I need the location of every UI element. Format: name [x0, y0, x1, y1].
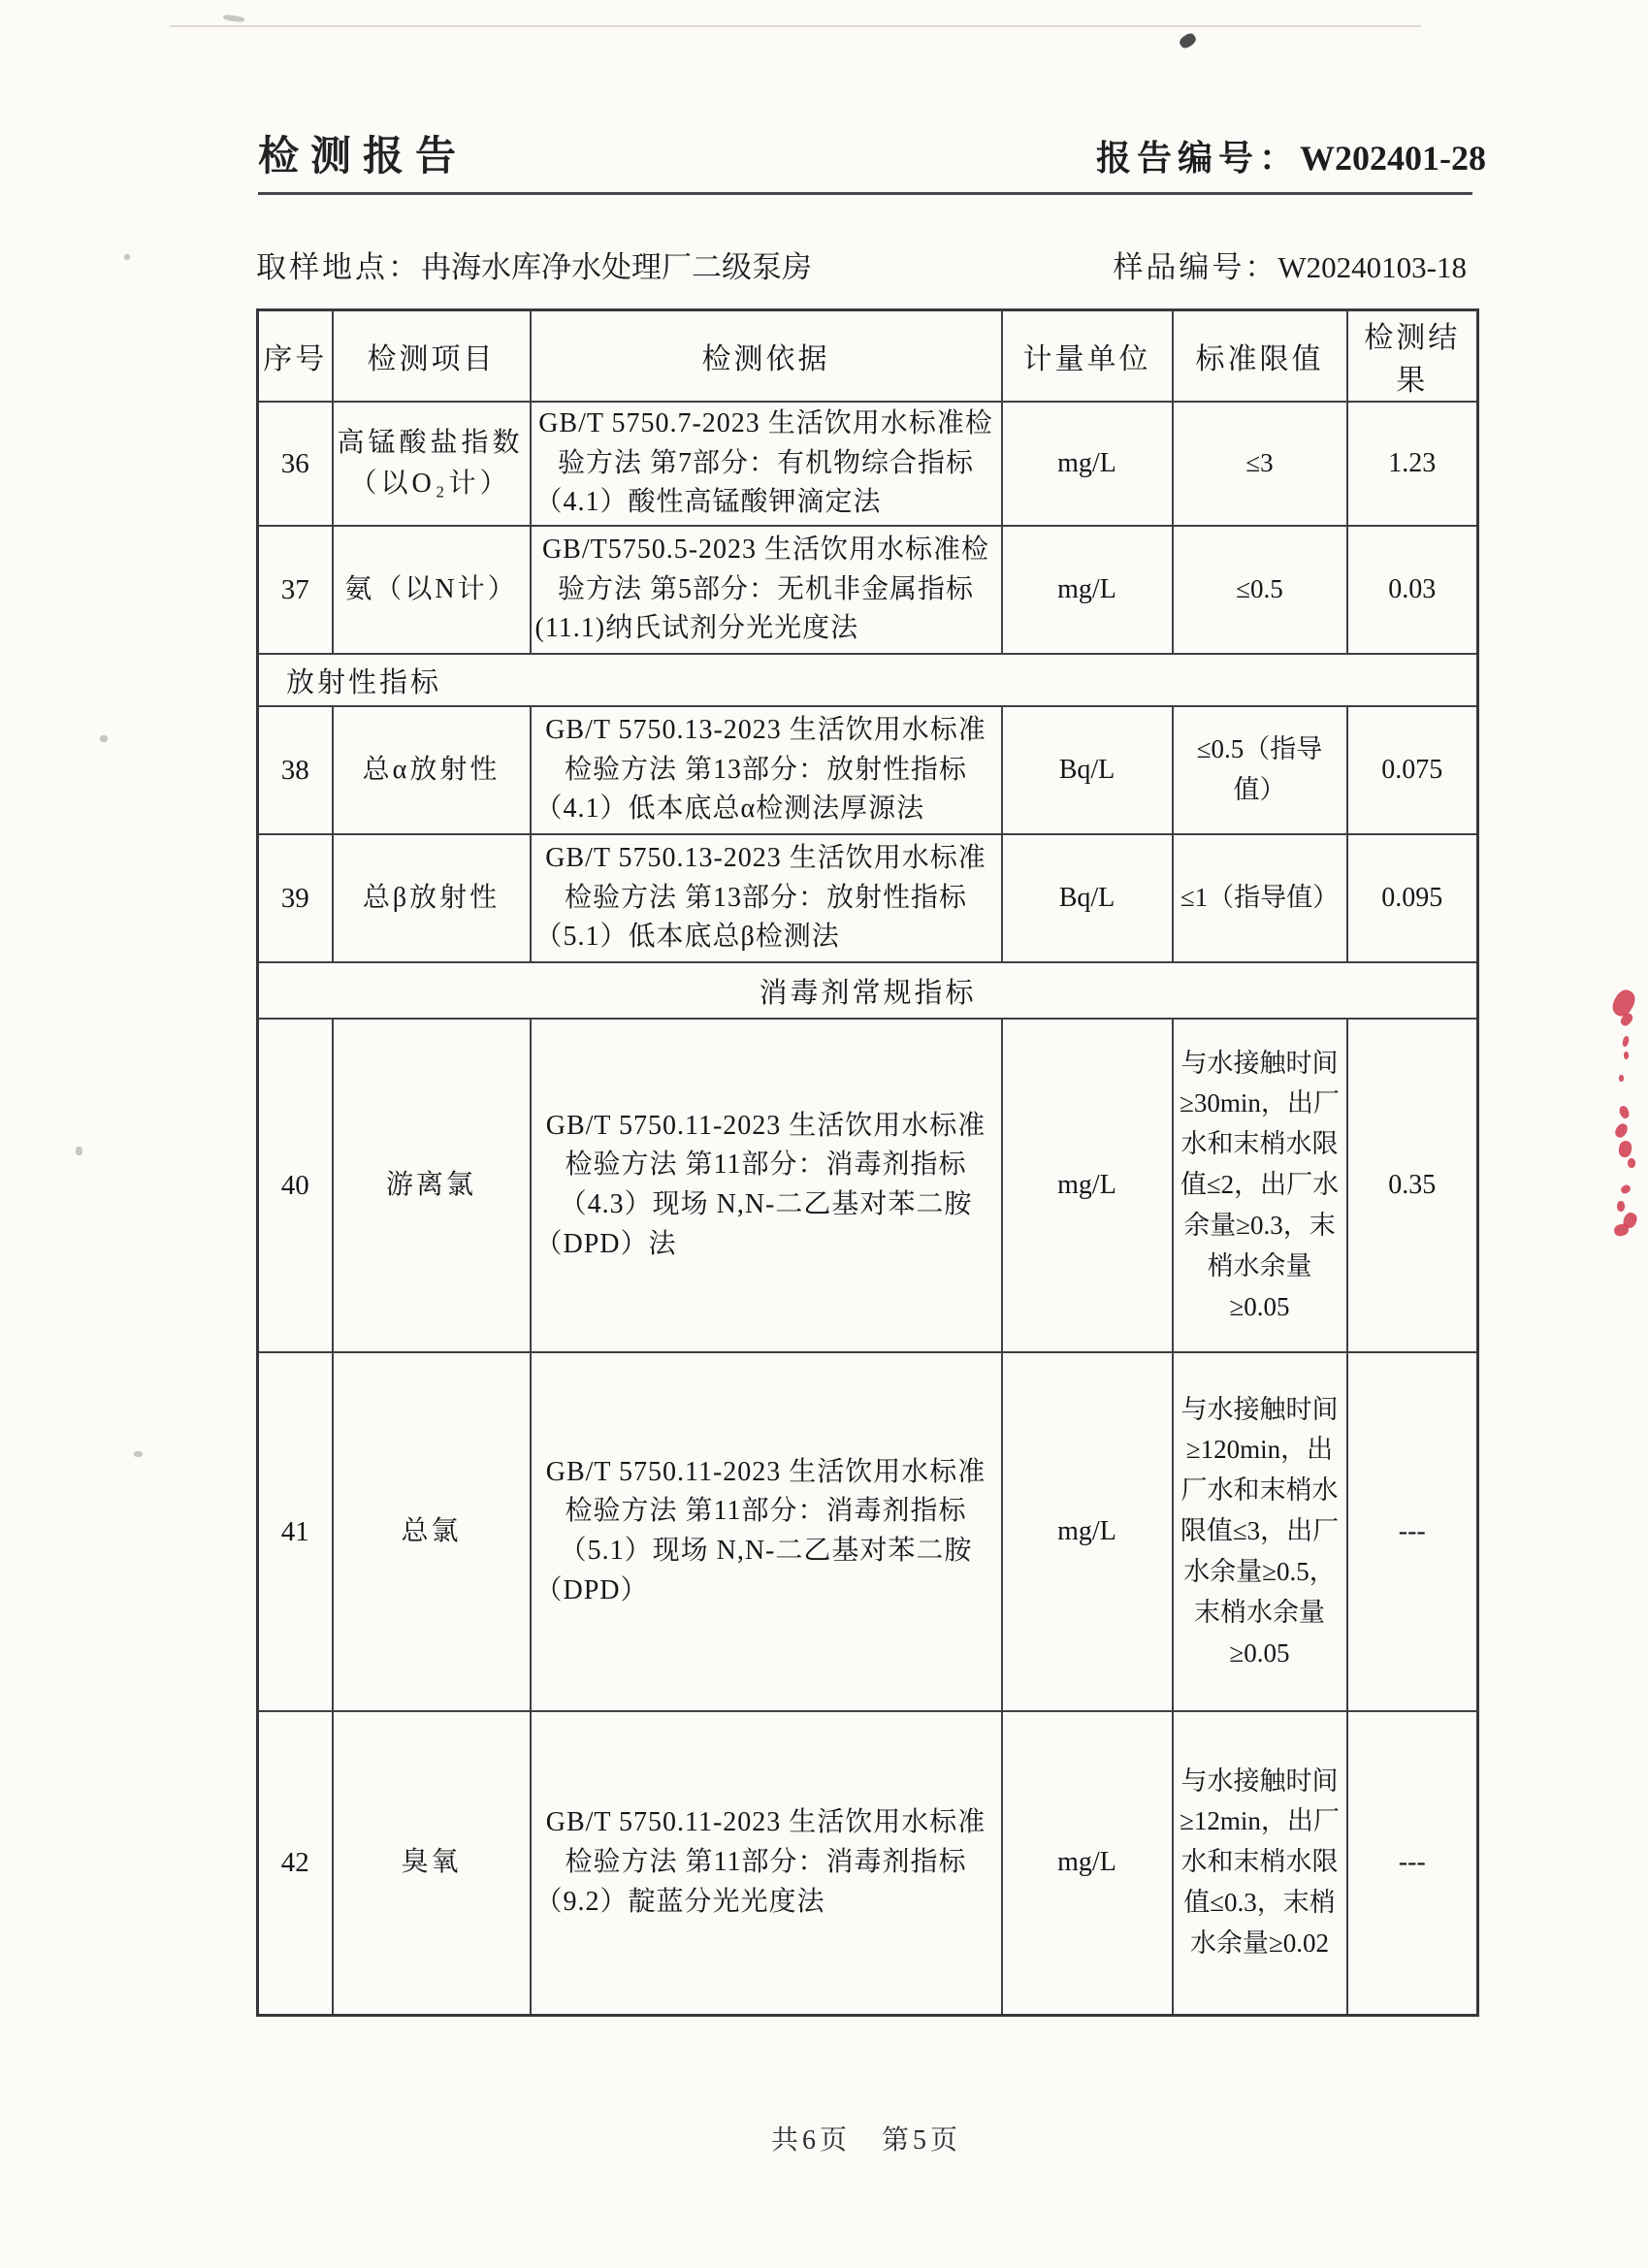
row-item: 高锰酸盐指数（以O₂计） [333, 402, 531, 526]
row-result: 0.03 [1347, 526, 1478, 654]
row-no: 37 [258, 526, 333, 654]
row-unit: mg/L [1002, 1019, 1173, 1352]
table-row [258, 1019, 1478, 1352]
row-item: 臭氧 [333, 1711, 531, 2015]
report-number [1096, 131, 1486, 180]
section-title: 放射性指标 [258, 654, 1478, 706]
dust-speck [223, 14, 245, 22]
results-table [256, 308, 1479, 2017]
row-item: 氨（以N计） [333, 526, 531, 654]
row-result: 1.23 [1347, 402, 1478, 526]
dust-speck [76, 1147, 82, 1155]
row-method: GB/T 5750.11-2023 生活饮用水标准检验方法 第11部分：消毒剂指标（4.3）现场 N,N-二乙基对苯二胺（DPD）法 [531, 1019, 1002, 1352]
row-limit: ≤0.5（指导值） [1173, 706, 1347, 834]
stamp-fragment [1618, 1105, 1631, 1119]
row-unit: mg/L [1002, 402, 1173, 526]
row-limit: ≤0.5 [1173, 526, 1347, 654]
column-header-method: 检测依据 [531, 310, 1002, 403]
row-no: 36 [258, 402, 333, 526]
dust-speck [100, 735, 108, 742]
row-no: 38 [258, 706, 333, 834]
column-header-unit: 计量单位 [1002, 310, 1173, 403]
row-unit: mg/L [1002, 1711, 1173, 2015]
report-header [258, 124, 1486, 182]
row-item: 总氯 [333, 1352, 531, 1711]
row-limit: 与水接触时间≥30min，出厂水和末梢水限值≤2，出厂水余量≥0.3，末梢水余量≥0.05 [1173, 1019, 1347, 1352]
row-item: 总β放射性 [333, 834, 531, 962]
row-method: GB/T 5750.13-2023 生活饮用水标准检验方法 第13部分：放射性指标（5.1）低本底总β检测法 [531, 834, 1002, 962]
sample-number-value: W20240103-18 [1277, 250, 1467, 284]
row-unit: Bq/L [1002, 834, 1173, 962]
row-no: 40 [258, 1019, 333, 1352]
header-divider [258, 192, 1472, 195]
row-method: GB/T 5750.13-2023 生活饮用水标准检验方法 第13部分：放射性指标（4.1）低本底总α检测法厚源法 [531, 706, 1002, 834]
stamp-fragment [1628, 1158, 1635, 1168]
stamp-fragment [1613, 1222, 1631, 1237]
sample-number-label: 样品编号： [1113, 250, 1278, 284]
sample-meta [256, 243, 1467, 286]
row-method: GB/T 5750.7-2023 生活饮用水标准检验方法 第7部分：有机物综合指标（4.1）酸性高锰酸钾滴定法 [531, 402, 1002, 526]
row-item: 总α放射性 [333, 706, 531, 834]
row-unit: Bq/L [1002, 706, 1173, 834]
table-row [258, 706, 1478, 834]
row-unit: mg/L [1002, 1352, 1173, 1711]
stamp-fragment [1618, 1140, 1633, 1158]
row-method: GB/T 5750.11-2023 生活饮用水标准检验方法 第11部分：消毒剂指标（5.1）现场 N,N-二乙基对苯二胺（DPD） [531, 1352, 1002, 1711]
row-limit: 与水接触时间≥120min，出厂水和末梢水限值≤3，出厂水余量≥0.5，末梢水余量≥0.05 [1173, 1352, 1347, 1711]
section-row-radioactivity [258, 654, 1478, 706]
page-footer: 共6页 第5页 [770, 2125, 961, 2155]
section-title: 消毒剂常规指标 [258, 962, 1478, 1019]
table-row [258, 402, 1478, 526]
column-header-limit: 标准限值 [1173, 310, 1347, 403]
row-result: 0.095 [1347, 834, 1478, 962]
row-limit: ≤1（指导值） [1173, 834, 1347, 962]
scan-line-artifact [170, 25, 1421, 27]
table-row [258, 1352, 1478, 1711]
row-method: GB/T 5750.11-2023 生活饮用水标准检验方法 第11部分：消毒剂指标（9.2）靛蓝分光光度法 [531, 1711, 1002, 2015]
row-limit: 与水接触时间≥12min，出厂水和末梢水限值≤0.3，末梢水余量≥0.02 [1173, 1711, 1347, 2015]
table-row [258, 834, 1478, 962]
dust-speck [124, 254, 130, 260]
row-unit: mg/L [1002, 526, 1173, 654]
ink-speck [1178, 31, 1198, 50]
report-number-label: 报告编号： [1095, 139, 1300, 178]
dust-speck [134, 1451, 143, 1457]
row-result: --- [1347, 1711, 1478, 2015]
table-row [258, 1711, 1478, 2015]
section-row-disinfectant [258, 962, 1478, 1019]
stamp-fragment [1617, 1201, 1625, 1212]
row-result: 0.35 [1347, 1019, 1478, 1352]
page-title: 检测报告 [258, 135, 469, 179]
row-no: 41 [258, 1352, 333, 1711]
report-number-value: W202401-28 [1300, 139, 1486, 178]
row-no: 42 [258, 1711, 333, 2015]
sampling-location [256, 243, 812, 286]
row-method: GB/T5750.5-2023 生活饮用水标准检验方法 第5部分：无机非金属指标(11.1)纳氏试剂分光光度法 [531, 526, 1002, 654]
table-row [258, 526, 1478, 654]
stamp-fragment [1620, 1183, 1633, 1195]
table-header-row [258, 310, 1478, 403]
column-header-result: 检测结果 [1347, 310, 1478, 403]
row-item: 游离氯 [333, 1019, 531, 1352]
stamp-fragment [1624, 1052, 1629, 1059]
sampling-location-value: 冉海水库净水处理厂二级泵房 [421, 250, 812, 284]
row-limit: ≤3 [1173, 402, 1347, 526]
row-result: 0.075 [1347, 706, 1478, 834]
stamp-fragment [1622, 1035, 1631, 1047]
column-header-item: 检测项目 [333, 310, 531, 403]
row-result: --- [1347, 1352, 1478, 1711]
sample-number [1113, 243, 1467, 286]
stamp-fragment [1613, 1121, 1630, 1139]
row-no: 39 [258, 834, 333, 962]
stamp-fragment [1619, 1075, 1624, 1082]
column-header-no: 序号 [258, 310, 333, 403]
sampling-location-label: 取样地点： [256, 250, 421, 284]
